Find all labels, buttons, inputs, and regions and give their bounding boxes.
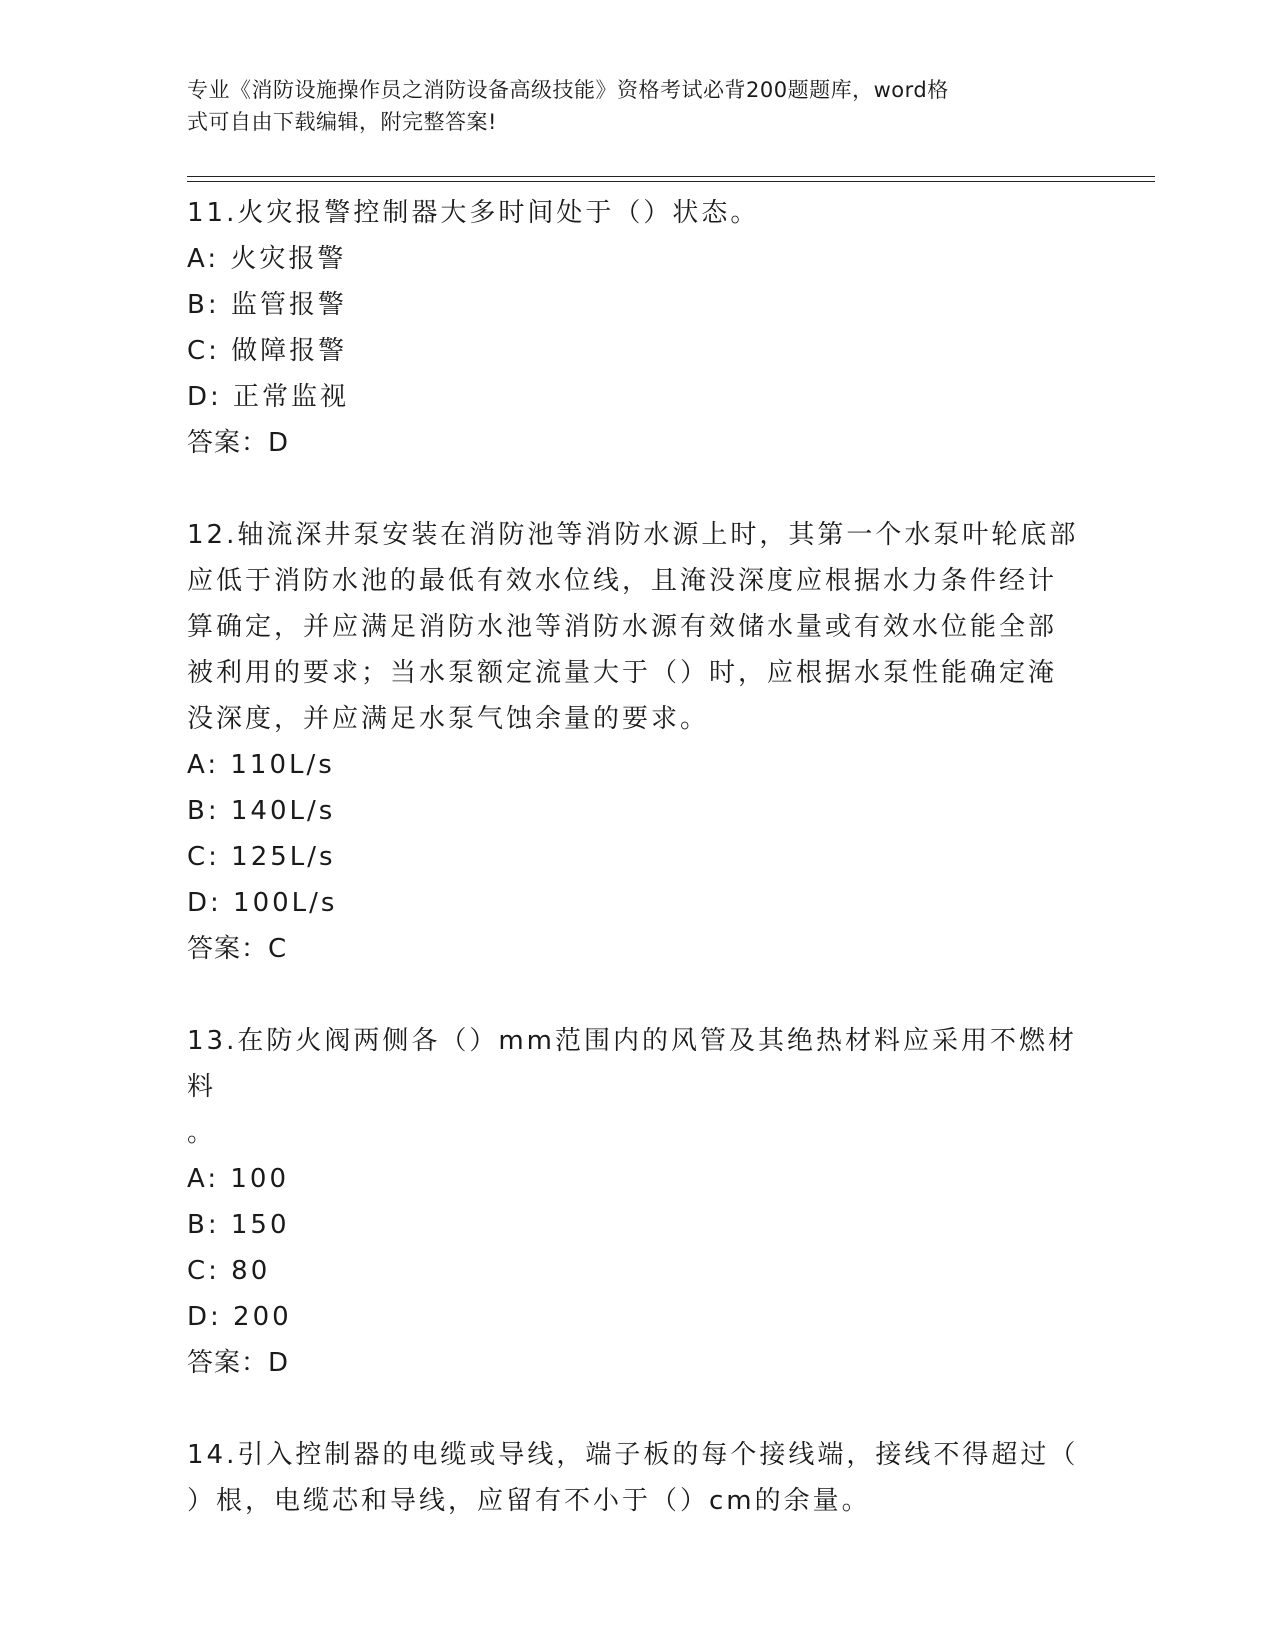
question-text: 没深度，并应满足水泵气蚀余量的要求。 bbox=[187, 704, 710, 734]
option-c: C: 80 bbox=[187, 1256, 271, 1286]
question-14 bbox=[187, 1432, 1087, 1524]
question-text: 11.火灾报警控制器大多时间处于（）状态。 bbox=[187, 198, 760, 228]
question-spacer bbox=[187, 972, 1087, 1018]
header-divider-bottom bbox=[187, 181, 1155, 182]
question-text: 14.引入控制器的电缆或导线，端子板的每个接线端，接线不得超过（ bbox=[187, 1440, 1079, 1470]
option-d: D: 正常监视 bbox=[187, 382, 350, 412]
answer: 答案：D bbox=[187, 1348, 290, 1378]
question-list bbox=[187, 190, 1087, 1524]
question-11 bbox=[187, 190, 1087, 466]
option-a: A: 100 bbox=[187, 1164, 289, 1194]
document-header bbox=[187, 74, 1067, 138]
question-text: 12.轴流深井泵安装在消防池等消防水源上时，其第一个水泵叶轮底部 bbox=[187, 520, 1079, 550]
option-b: B: 150 bbox=[187, 1210, 290, 1240]
option-b: B: 监管报警 bbox=[187, 290, 347, 320]
question-text: ）根，电缆芯和导线，应留有不小于（）cm的余量。 bbox=[187, 1486, 871, 1516]
header-line-2: 式可自由下载编辑，附完整答案! bbox=[187, 110, 497, 134]
question-text: 被利用的要求；当水泵额定流量大于（）时，应根据水泵性能确定淹 bbox=[187, 658, 1058, 688]
header-line-1: 专业《消防设施操作员之消防设备高级技能》资格考试必背200题题库，word格 bbox=[187, 78, 949, 102]
question-spacer bbox=[187, 1386, 1087, 1432]
question-text: 。 bbox=[187, 1118, 217, 1148]
answer: 答案：C bbox=[187, 934, 288, 964]
option-d: D: 100L/s bbox=[187, 888, 338, 918]
question-text: 应低于消防水池的最低有效水位线，且淹没深度应根据水力条件经计 bbox=[187, 566, 1058, 596]
option-d: D: 200 bbox=[187, 1302, 292, 1332]
question-text: 算确定，并应满足消防水池等消防水源有效储水量或有效水位能全部 bbox=[187, 612, 1058, 642]
header-divider-top bbox=[187, 176, 1155, 177]
answer: 答案：D bbox=[187, 428, 290, 458]
option-b: B: 140L/s bbox=[187, 796, 336, 826]
option-a: A: 火灾报警 bbox=[187, 244, 347, 274]
option-c: C: 做障报警 bbox=[187, 336, 348, 366]
option-c: C: 125L/s bbox=[187, 842, 336, 872]
option-a: A: 110L/s bbox=[187, 750, 335, 780]
question-text: 13.在防火阀两侧各（）mm范围内的风管及其绝热材料应采用不燃材料 bbox=[187, 1026, 1078, 1102]
question-13 bbox=[187, 1018, 1087, 1386]
question-12 bbox=[187, 512, 1087, 972]
question-spacer bbox=[187, 466, 1087, 512]
